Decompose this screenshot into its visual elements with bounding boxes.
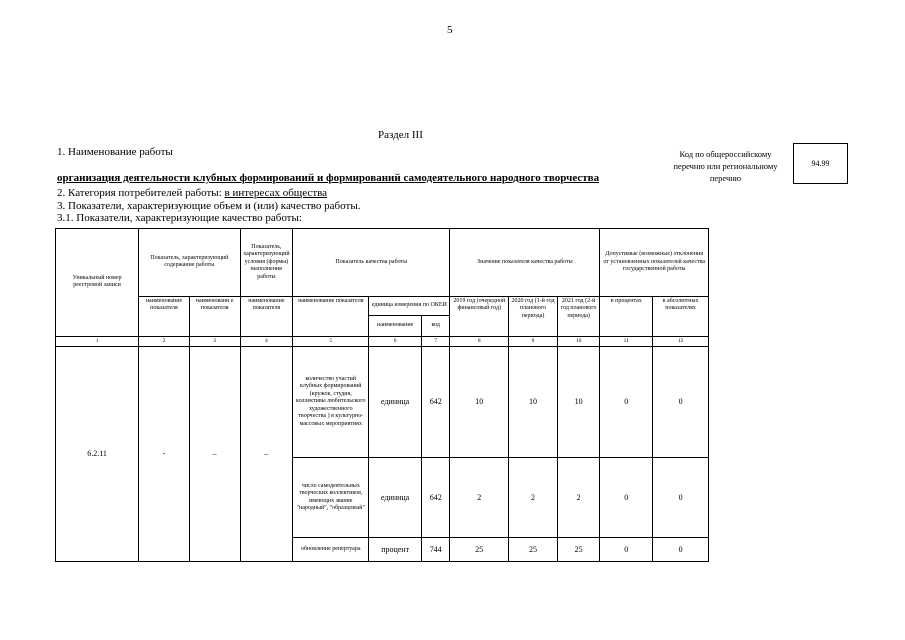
unit-code: 642 bbox=[422, 458, 450, 538]
code-label: Код по общероссийскому перечню или региональному перечню bbox=[673, 149, 778, 183]
value-2021: 10 bbox=[557, 347, 600, 458]
indicator-name: количество участий клубных формирований (кружок, студия, коллективы любительского художественного творчества ) в культурно-массовых мероприятиях bbox=[293, 347, 369, 458]
content-value-2: – bbox=[189, 347, 240, 562]
deviation-absolute: 0 bbox=[653, 538, 709, 562]
consumer-category bbox=[57, 187, 327, 199]
col-number-3: 3 bbox=[189, 336, 240, 346]
quality-table bbox=[55, 228, 709, 562]
content-value-1: - bbox=[139, 347, 190, 562]
header-deviation: Допустимые (возможные) отклонения от установленных показателей качества государственной работы bbox=[600, 229, 709, 297]
unit-code: 642 bbox=[422, 347, 450, 458]
value-2020: 25 bbox=[509, 538, 558, 562]
value-2021: 2 bbox=[557, 458, 600, 538]
table-row bbox=[56, 347, 709, 458]
header-unit-code: код bbox=[422, 316, 450, 337]
work-name-value: организация деятельности клубных формирований и формирований самодеятельного народного творчества bbox=[57, 172, 600, 184]
unit-name: единица bbox=[369, 458, 422, 538]
value-2020: 2 bbox=[509, 458, 558, 538]
header-unit-name: наименование bbox=[369, 316, 422, 337]
deviation-percent: 0 bbox=[600, 458, 653, 538]
indicator-name: число самодеятельных творческих коллективов, имеющих звание "народный", "образцовый" bbox=[293, 458, 369, 538]
registry-number: 6.2.11 bbox=[56, 347, 139, 562]
condition-value-1: – bbox=[240, 347, 293, 562]
col-number-10: 10 bbox=[557, 336, 600, 346]
header-2020: 2020 год (1-й год планового периода) bbox=[509, 296, 558, 336]
col-number-9: 9 bbox=[509, 336, 558, 346]
header-2021: 2021 год (2-й год планового периода) bbox=[557, 296, 600, 336]
value-2020: 10 bbox=[509, 347, 558, 458]
header-unit: единица измерения по ОКЕИ bbox=[369, 296, 450, 316]
header-quality: Показатель качества работы bbox=[293, 229, 450, 297]
header-content-name-2: наименовани е показателя bbox=[189, 296, 240, 336]
page-number: 5 bbox=[447, 24, 453, 36]
col-number-2: 2 bbox=[139, 336, 190, 346]
col-number-1: 1 bbox=[56, 336, 139, 346]
unit-code: 744 bbox=[422, 538, 450, 562]
header-conditions: Показатель, характеризующий условия (формы) выполнения работы bbox=[240, 229, 293, 297]
indicator-name: обновление репертуара bbox=[293, 538, 369, 562]
value-2019: 10 bbox=[450, 347, 509, 458]
indicators-label: 3. Показатели, характеризующие объем и (или) качество работы. bbox=[57, 200, 361, 212]
unit-name: процент bbox=[369, 538, 422, 562]
col-number-8: 8 bbox=[450, 336, 509, 346]
deviation-absolute: 0 bbox=[653, 458, 709, 538]
col-number-11: 11 bbox=[600, 336, 653, 346]
deviation-percent: 0 bbox=[600, 347, 653, 458]
unit-name: единица bbox=[369, 347, 422, 458]
value-2019: 2 bbox=[450, 458, 509, 538]
header-registry: Уникальный номер реестровой записи bbox=[56, 229, 139, 337]
consumer-category-label: 2. Категория потребителей работы: bbox=[57, 187, 225, 199]
deviation-absolute: 0 bbox=[653, 347, 709, 458]
value-2019: 25 bbox=[450, 538, 509, 562]
col-number-6: 6 bbox=[369, 336, 422, 346]
deviation-percent: 0 bbox=[600, 538, 653, 562]
header-content-name-1: наименование показателя bbox=[139, 296, 190, 336]
header-percent: в процентах bbox=[600, 296, 653, 336]
header-absolute: в абсолютных показателях bbox=[653, 296, 709, 336]
header-2019: 2019 год (очередной финансовый год) bbox=[450, 296, 509, 336]
code-value: 94.99 bbox=[811, 159, 830, 168]
code-box bbox=[793, 143, 848, 184]
value-2021: 25 bbox=[557, 538, 600, 562]
header-conditions-name: наименование показателя bbox=[240, 296, 293, 336]
col-number-5: 5 bbox=[293, 336, 369, 346]
section-title: Раздел III bbox=[378, 129, 423, 141]
work-name-label: 1. Наименование работы bbox=[57, 146, 173, 158]
col-number-4: 4 bbox=[240, 336, 293, 346]
col-number-12: 12 bbox=[653, 336, 709, 346]
header-quality-name: наименование показателя bbox=[293, 296, 369, 336]
consumer-category-value: в интересах общества bbox=[224, 187, 328, 199]
header-content: Показатель, характеризующий содержание работы bbox=[139, 229, 240, 297]
quality-indicators-label: 3.1. Показатели, характеризующие качество работы: bbox=[57, 212, 302, 224]
col-number-7: 7 bbox=[422, 336, 450, 346]
header-values: Значение показателя качества работы bbox=[450, 229, 600, 297]
